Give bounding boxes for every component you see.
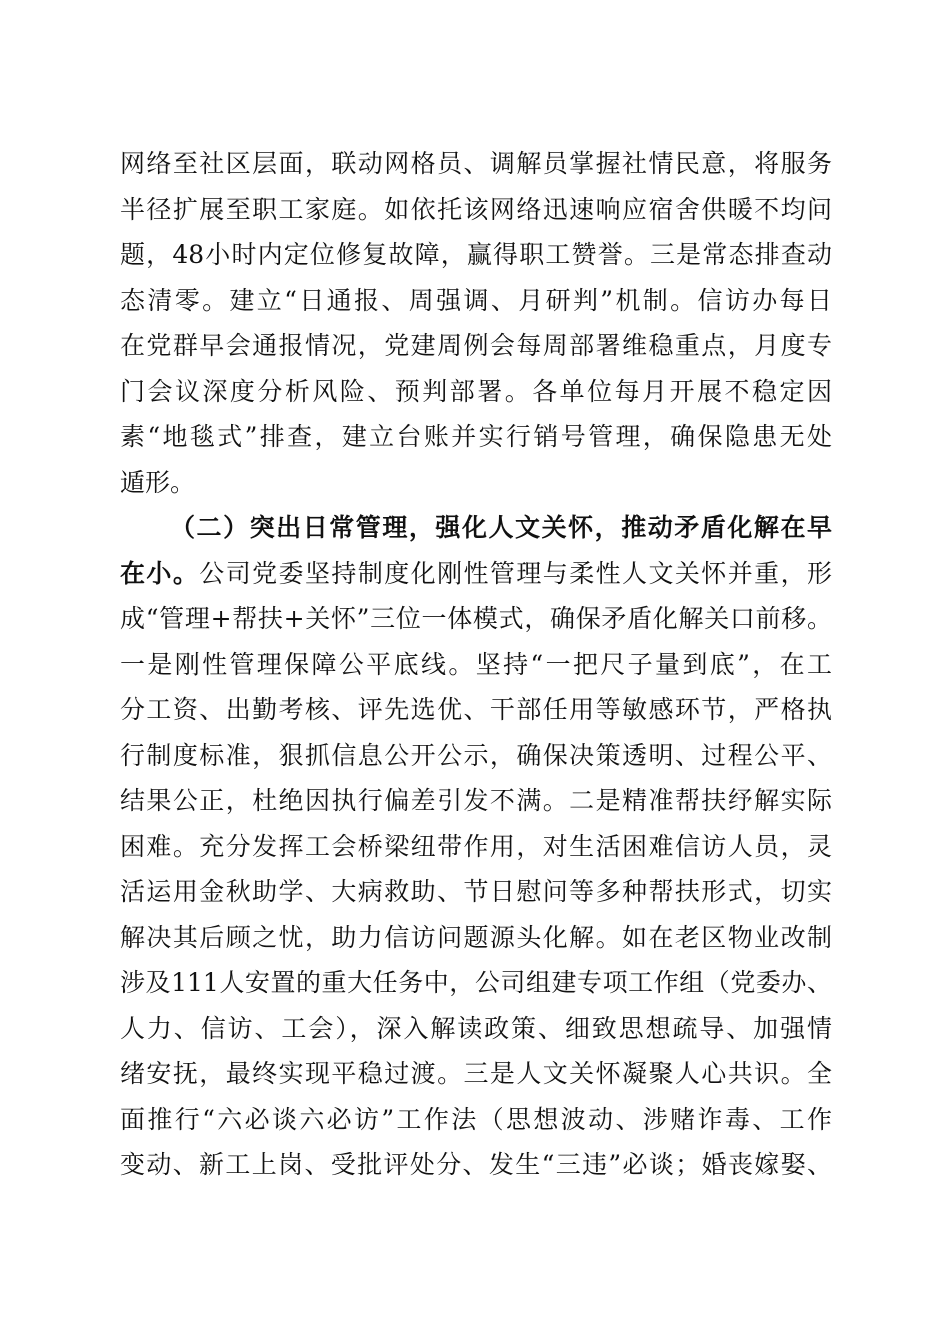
paragraph-text: 公司党委坚持制度化刚性管理与柔性人文关怀并重，形 (199, 558, 832, 588)
text-line: 素“地毯式”排查，建立台账并实行销号管理，确保隐患无处 (120, 422, 832, 451)
text-line: 遁形。 (120, 467, 196, 497)
text-line: 面推行“六必谈六必访”工作法（思想波动、涉赌诈毒、工作 (120, 1104, 832, 1134)
text-line: 分工资、出勤考核、评先选优、干部任用等敏感环节，严格执 (120, 695, 832, 724)
text-line: 网络至社区层面，联动网格员、调解员掌握社情民意，将服务 (120, 149, 832, 178)
text-line: 行制度标准，狠抓信息公开公示，确保决策透明、过程公平、 (120, 740, 832, 770)
text-line: 人力、信访、工会），深入解读政策、细致思想疏导、加强情 (120, 1013, 832, 1043)
text-line: 成“管理+帮扶+关怀”三位一体模式，确保矛盾化解关口前移。 (120, 604, 832, 633)
section-two-paragraph (120, 505, 832, 1188)
text-line (120, 551, 832, 597)
text-line: 涉及111人安置的重大任务中，公司组建专项工作组（党委办、 (120, 968, 832, 997)
section-heading-end: 在小。 (120, 558, 200, 588)
section-heading: （二）突出日常管理，强化人文关怀，推动矛盾化解在早 (170, 513, 832, 542)
text-line: 一是刚性管理保障公平底线。坚持“一把尺子量到底”，在工 (120, 649, 832, 679)
document-body (120, 141, 832, 1188)
text-line: 在党群早会通报情况，党建周例会每周部署维稳重点，月度专 (120, 331, 832, 360)
text-line: 结果公正，杜绝因执行偏差引发不满。二是精准帮扶纾解实际 (120, 786, 832, 815)
text-line: 活运用金秋助学、大病救助、节日慰问等多种帮扶形式，切实 (120, 877, 832, 906)
section-heading-line (120, 505, 832, 551)
text-line: 半径扩展至职工家庭。如依托该网络迅速响应宿舍供暖不均问 (120, 194, 832, 224)
text-line: 绪安抚，最终实现平稳过渡。三是人文关怀凝聚人心共识。全 (120, 1059, 832, 1088)
text-line: 困难。充分发挥工会桥梁纽带作用，对生活困难信访人员，灵 (120, 831, 832, 861)
text-line: 解决其后顾之忧，助力信访问题源头化解。如在老区物业改制 (120, 922, 832, 952)
text-line: 门会议深度分析风险、预判部署。各单位每月开展不稳定因 (120, 376, 832, 406)
text-line: 变动、新工上岗、受批评处分、发生“三违”必谈；婚丧嫁娶、 (120, 1150, 832, 1179)
paragraph-continued (120, 141, 832, 505)
text-line: 态清零。建立“日通报、周强调、月研判”机制。信访办每日 (120, 285, 832, 315)
text-line: 题，48小时内定位修复故障，赢得职工赞誉。三是常态排查动 (120, 240, 832, 269)
